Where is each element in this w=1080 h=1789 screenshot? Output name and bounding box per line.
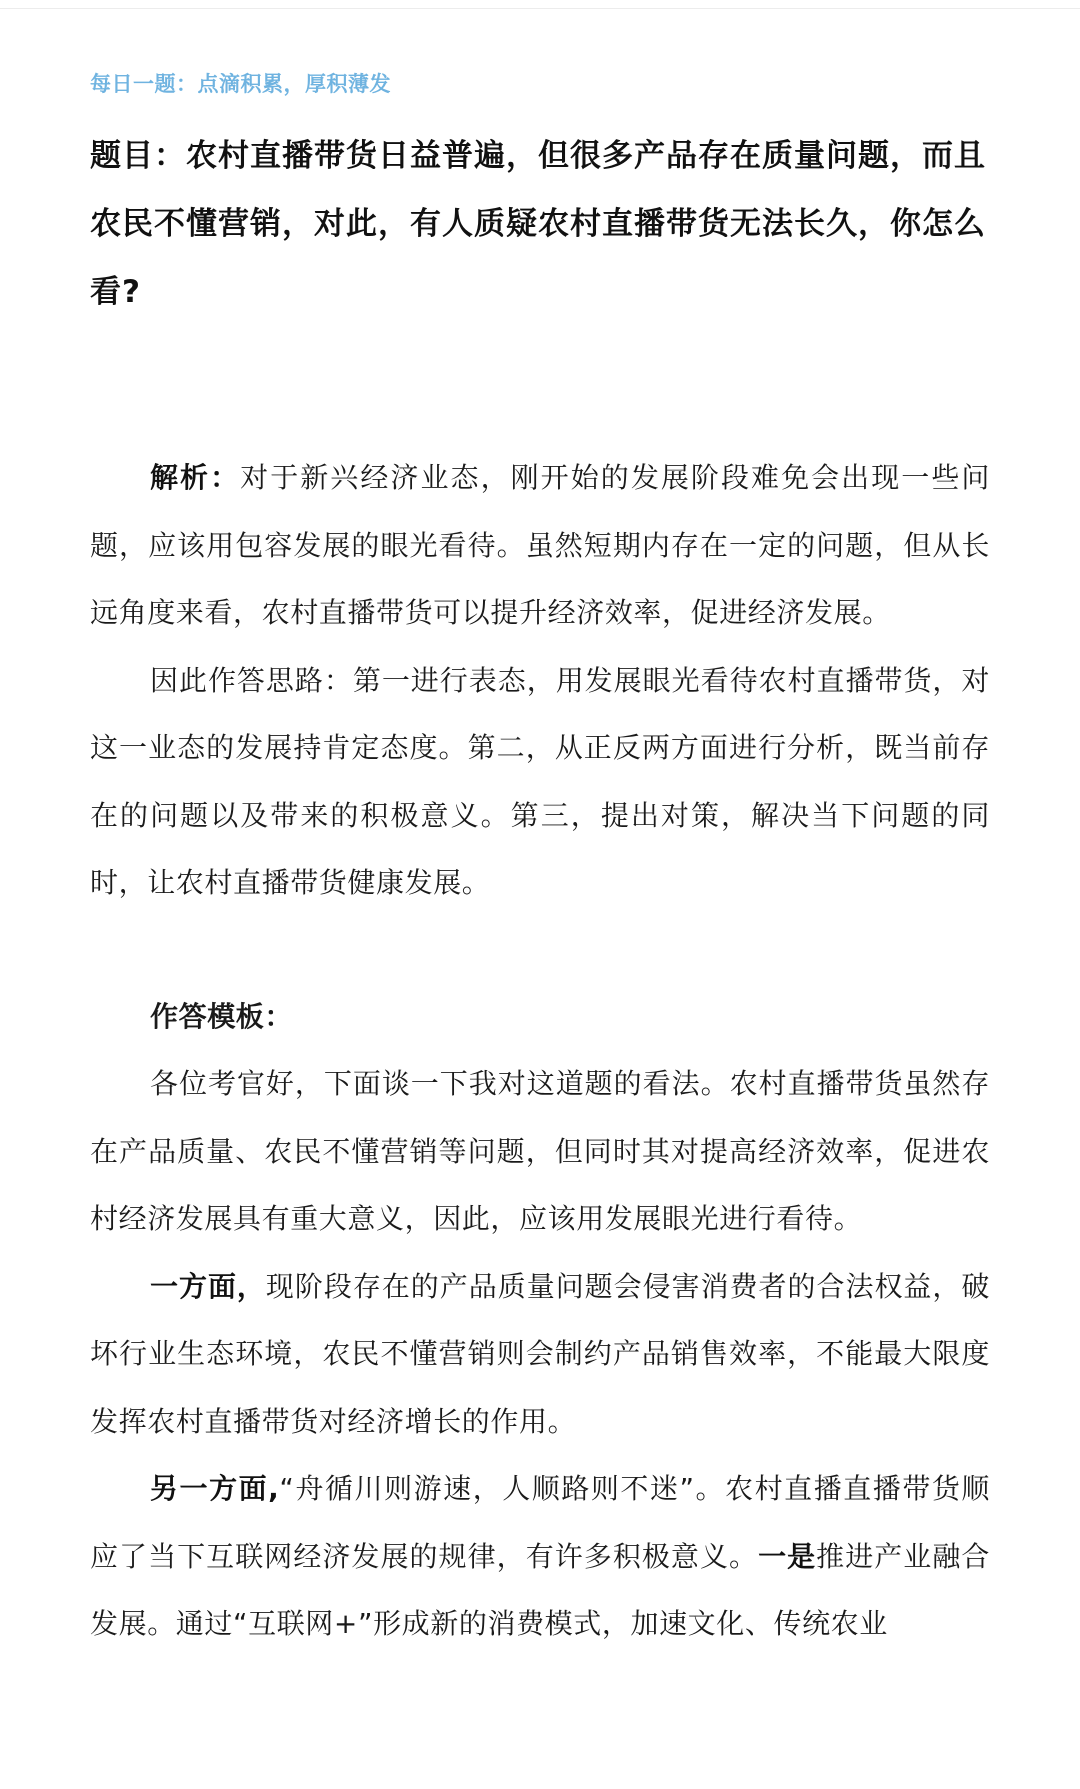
point-one-lead: 一方面， <box>150 1269 266 1303</box>
top-divider <box>0 8 1080 9</box>
analysis-lead: 解析： <box>150 461 241 494</box>
analysis-text: 对于新兴经济业态，刚开始的发展阶段难免会出现一些问题，应该用包容发展的眼光看待。虽然短期内存在一定的问题，但从长远角度来看，农村直播带货可以提升经济效率，促进经济发展。 <box>90 461 990 629</box>
template-intro-paragraph: 各位考官好，下面谈一下我对这道题的看法。农村直播带货虽然存在产品质量、农民不懂营销等问题，但同时其对提高经济效率，促进农村经济发展具有重大意义，因此，应该用发展眼光进行看待。 <box>90 1067 990 1235</box>
spacer <box>90 917 990 983</box>
column-tagline: 每日一题：点滴积累，厚积薄发 <box>90 72 391 96</box>
point-two-lead: 另一方面, <box>150 1472 280 1505</box>
point-two-text-continued: 推进产业融合发展。通过“互联网+”形成新的消费模式，加速文化、传统农业 <box>90 1539 990 1640</box>
point-one-text: 现阶段存在的产品质量问题会侵害消费者的合法权益，破坏行业生态环境，农民不懂营销则会制约产品销售效率，不能最大限度发挥农村直播带货对经济增长的作用。 <box>90 1269 990 1438</box>
template-heading: 作答模板： <box>150 999 294 1033</box>
question-title: 题目：农村直播带货日益普遍，但很多产品存在质量问题，而且农民不懂营销，对此，有人质疑农村直播带货无法长久，你怎么看? <box>90 138 986 310</box>
point-two-paragraph <box>90 1455 990 1658</box>
point-one-paragraph <box>90 1253 990 1456</box>
analysis-paragraph <box>90 444 990 647</box>
point-two-first-marker: 一是 <box>758 1539 817 1573</box>
approach-paragraph: 因此作答思路：第一进行表态，用发展眼光看待农村直播带货，对这一业态的发展持肯定态度。第二，从正反两方面进行分析，既当前存在的问题以及带来的积极意义。第三，提出对策，解决当下问题的同时，让农村直播带货健康发展。 <box>90 663 990 899</box>
article-body <box>90 64 990 1658</box>
spacer <box>90 326 990 444</box>
point-two-text: “舟循川则游速，人顺路则不迷”。农村直播直播带货顺应了当下互联网经济发展的规律，有许多积极意义。 <box>90 1472 991 1573</box>
